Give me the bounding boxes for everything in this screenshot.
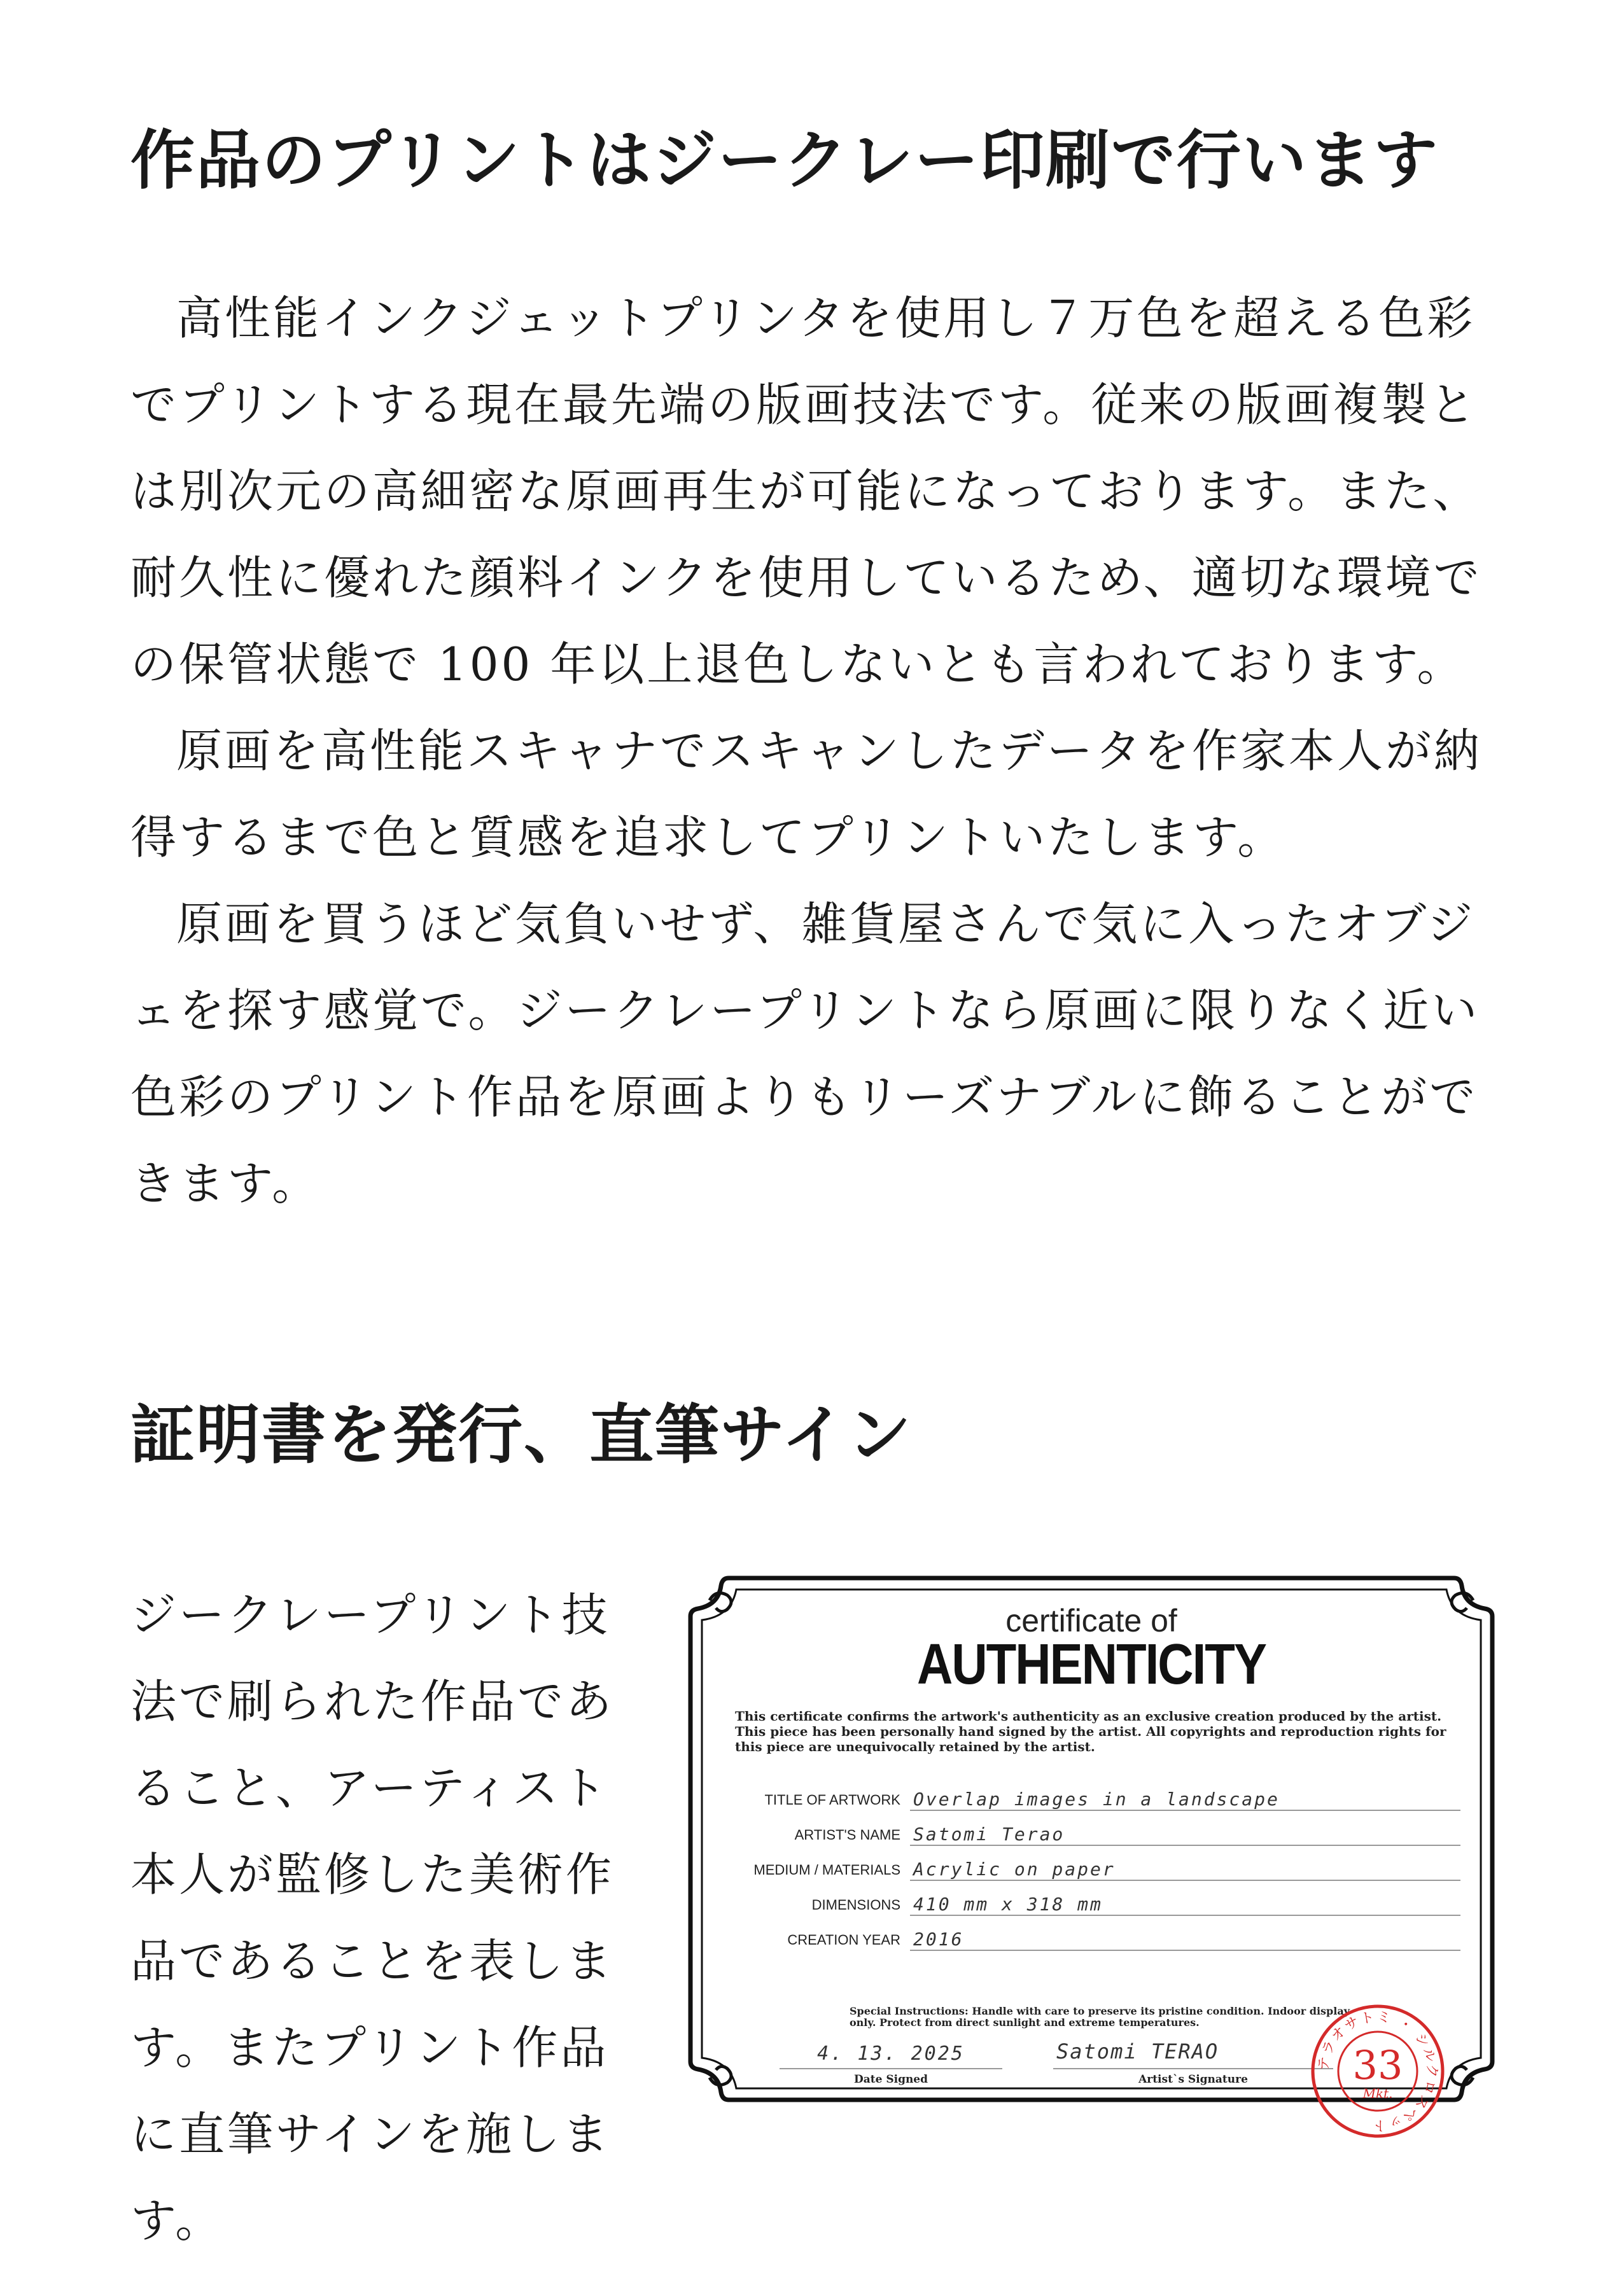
date-signed-label: Date Signed bbox=[853, 2073, 928, 2086]
artist-signature: Satomi TERAO bbox=[1056, 2039, 1219, 2064]
field-value: 2016 bbox=[913, 1929, 964, 1950]
certificate-card bbox=[684, 1572, 1499, 2134]
signature-underline bbox=[1053, 2068, 1333, 2069]
date-signed-value: 4. 13. 2025 bbox=[817, 2043, 965, 2065]
field-label: ARTIST'S NAME bbox=[794, 1827, 900, 1843]
field-underline bbox=[910, 1880, 1460, 1881]
field-row-medium bbox=[722, 1852, 1460, 1883]
paragraph-giclee: 高性能インクジェットプリンタを使用し７万色を超える色彩でプリントする現在最先端の版画技法です。従来の版画複製とは別次元の高細密な原画再生が可能になっております。また、耐久性に優れた顔料インクを使用しているため、適切な環境での保管状態で 100 年以上退色しないとも言われております。 bbox=[130, 291, 1482, 691]
certificate-title-small: certificate of bbox=[1005, 1603, 1177, 1639]
field-row-artist bbox=[722, 1817, 1460, 1848]
field-row-dimensions bbox=[722, 1887, 1460, 1918]
certificate-statement: This certificate confirms the artwork's authenticity as an exclusive creation produced by the artist. This piece has been personally hand signed by the artist. All copyrights and reproduction rights for this piece are unequivocally retained by the artist. bbox=[735, 1708, 1446, 1754]
stamp-number: 33 bbox=[1352, 2042, 1403, 2088]
signature-label: Artist`s Signature bbox=[1138, 2073, 1248, 2086]
special-instructions: Special Instructions: Handle with care to preserve its pristine condition. Indoor display only. Protect from direct sunlight and extreme temperatures. bbox=[850, 2005, 1350, 2029]
field-value: Overlap images in a landscape bbox=[913, 1789, 1280, 1810]
intro-body bbox=[130, 275, 1505, 1227]
main-heading: 作品のプリントはジークレー印刷で行います bbox=[130, 122, 1439, 198]
field-underline bbox=[910, 1810, 1460, 1811]
field-row-year bbox=[722, 1922, 1460, 1953]
field-label: MEDIUM / MATERIALS bbox=[753, 1862, 900, 1878]
stamp-ring-text: テラオサトミ ・ シルクロスペット bbox=[1315, 2009, 1440, 2134]
field-value: 410 mm x 318 mm bbox=[913, 1894, 1103, 1915]
certificate-title-large: AUTHENTICITY bbox=[917, 1632, 1266, 1696]
field-value: Satomi Terao bbox=[913, 1824, 1065, 1845]
stamp-sub: Mkt. bbox=[1362, 2086, 1393, 2101]
field-label: DIMENSIONS bbox=[811, 1897, 900, 1913]
paragraph-affordable: 原画を買うほど気負いせず、雑貨屋さんで気に入ったオブジェを探す感覚で。ジークレープリントなら原画に限りなく近い色彩のプリント作品を原画よりもリーズナブルに飾ることができます。 bbox=[130, 897, 1480, 1210]
field-row-title bbox=[722, 1782, 1460, 1813]
field-label: CREATION YEAR bbox=[787, 1932, 900, 1948]
field-label: TITLE OF ARTWORK bbox=[764, 1792, 900, 1808]
paragraph-scanning: 原画を高性能スキャナでスキャンしたデータを作家本人が納得するまで色と質感を追求してプリントいたします。 bbox=[130, 724, 1483, 864]
certificate-description: ジークレープリント技法で刷られた作品であること、アーティスト本人が監修した美術作品であることを表します。またプリント作品に直筆サインを施します。 bbox=[130, 1588, 615, 2247]
date-signed-underline bbox=[780, 2068, 1002, 2069]
field-value: Acrylic on paper bbox=[913, 1859, 1116, 1880]
certificate-heading: 証明書を発行、直筆サイン bbox=[130, 1397, 913, 1472]
field-underline bbox=[910, 1950, 1460, 1951]
artist-seal-stamp bbox=[1308, 2001, 1448, 2141]
field-underline bbox=[910, 1915, 1460, 1916]
field-underline bbox=[910, 1845, 1460, 1846]
